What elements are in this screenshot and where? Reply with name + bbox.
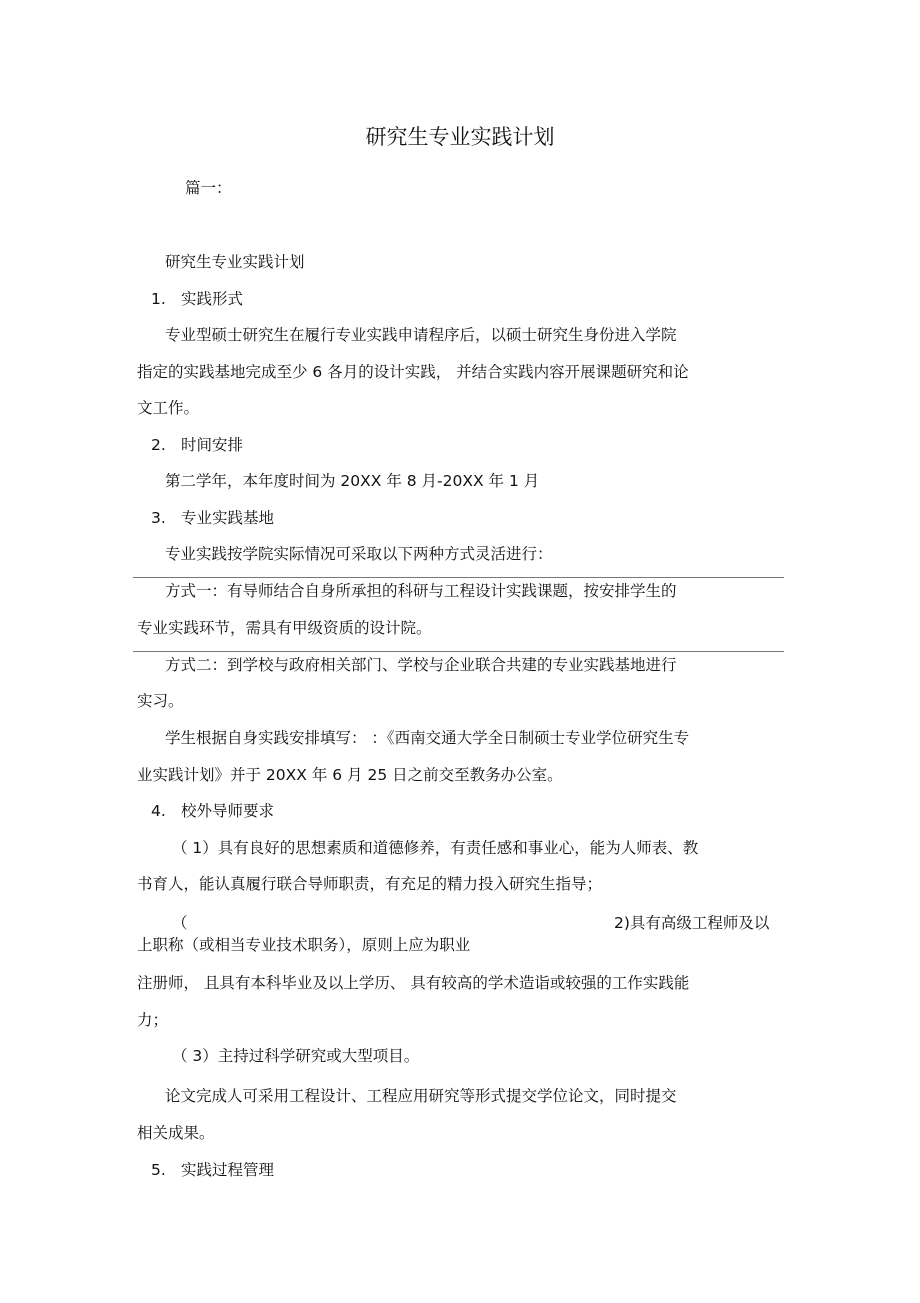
paragraph-line: 力； <box>137 1011 169 1029</box>
paragraph-line: 注册师， 且具有本科毕业及以上学历、 具有较高的学术造诣或较强的工作实践能 <box>137 974 690 992</box>
heading-number: 2. <box>151 436 166 454</box>
heading-text: 实践过程管理 <box>181 1161 275 1179</box>
paragraph-line: 文工作。 <box>137 399 200 417</box>
document-subtitle: 篇一： <box>185 179 232 197</box>
heading-text: 校外导师要求 <box>181 802 275 820</box>
horizontal-rule <box>133 577 784 578</box>
document-title: 研究生专业实践计划 <box>365 125 555 149</box>
numbered-heading-4 <box>151 801 274 821</box>
numbered-heading-3 <box>151 508 274 528</box>
numbered-heading-2 <box>151 435 243 455</box>
paragraph-line: 指定的实践基地完成至少 6 各月的设计实践， 并结合实践内容开展课题研究和论 <box>137 363 689 381</box>
paragraph-line: 相关成果。 <box>137 1124 215 1142</box>
paragraph-line-right: 2)具有高级工程师及以 <box>614 914 770 932</box>
horizontal-rule <box>133 651 784 652</box>
heading-number: 3. <box>151 509 166 527</box>
paragraph-line: 专业实践按学院实际情况可采取以下两种方式灵活进行： <box>165 545 553 563</box>
paragraph-line: 学生根据自身实践安排填写： ：《西南交通大学全日制硕士专业学位研究生专 <box>165 729 690 747</box>
heading-number: 4. <box>151 802 166 820</box>
numbered-heading-1 <box>151 289 243 309</box>
paragraph-line: 书育人，能认真履行联合导师职责，有充足的精力投入研究生指导； <box>137 875 603 893</box>
heading-text: 时间安排 <box>181 436 244 454</box>
paragraph-line: 专业实践环节，需具有甲级资质的设计院。 <box>137 619 432 637</box>
paragraph-line: 实习。 <box>137 692 184 710</box>
section-heading: 研究生专业实践计划 <box>165 253 305 271</box>
paragraph-line: 业实践计划》并于 20XX 年 6 月 25 日之前交至教务办公室。 <box>137 766 563 784</box>
paragraph-line: （ 1）具有良好的思想素质和道德修养，有责任感和事业心，能为人师表、教 <box>172 839 699 857</box>
heading-text: 专业实践基地 <box>181 509 275 527</box>
heading-text: 实践形式 <box>181 290 244 308</box>
paragraph-line: 上职称（或相当专业技术职务），原则上应为职业 <box>137 936 471 954</box>
paragraph-line: （ 3）主持过科学研究或大型项目。 <box>172 1047 420 1065</box>
numbered-heading-5 <box>151 1160 274 1180</box>
heading-number: 5. <box>151 1161 166 1179</box>
heading-number: 1. <box>151 290 166 308</box>
paragraph-line: 方式二：到学校与政府相关部门、学校与企业联合共建的专业实践基地进行 <box>165 656 677 674</box>
paragraph-line-open-paren: （ <box>172 914 188 932</box>
paragraph-line: 论文完成人可采用工程设计、工程应用研究等形式提交学位论文，同时提交 <box>165 1087 677 1105</box>
paragraph-line: 第二学年，本年度时间为 20XX 年 8 月-20XX 年 1 月 <box>165 472 540 490</box>
paragraph-line: 方式一：有导师结合自身所承担的科研与工程设计实践课题，按安排学生的 <box>165 582 677 600</box>
paragraph-line: 专业型硕士研究生在履行专业实践申请程序后，以硕士研究生身份进入学院 <box>165 326 677 344</box>
